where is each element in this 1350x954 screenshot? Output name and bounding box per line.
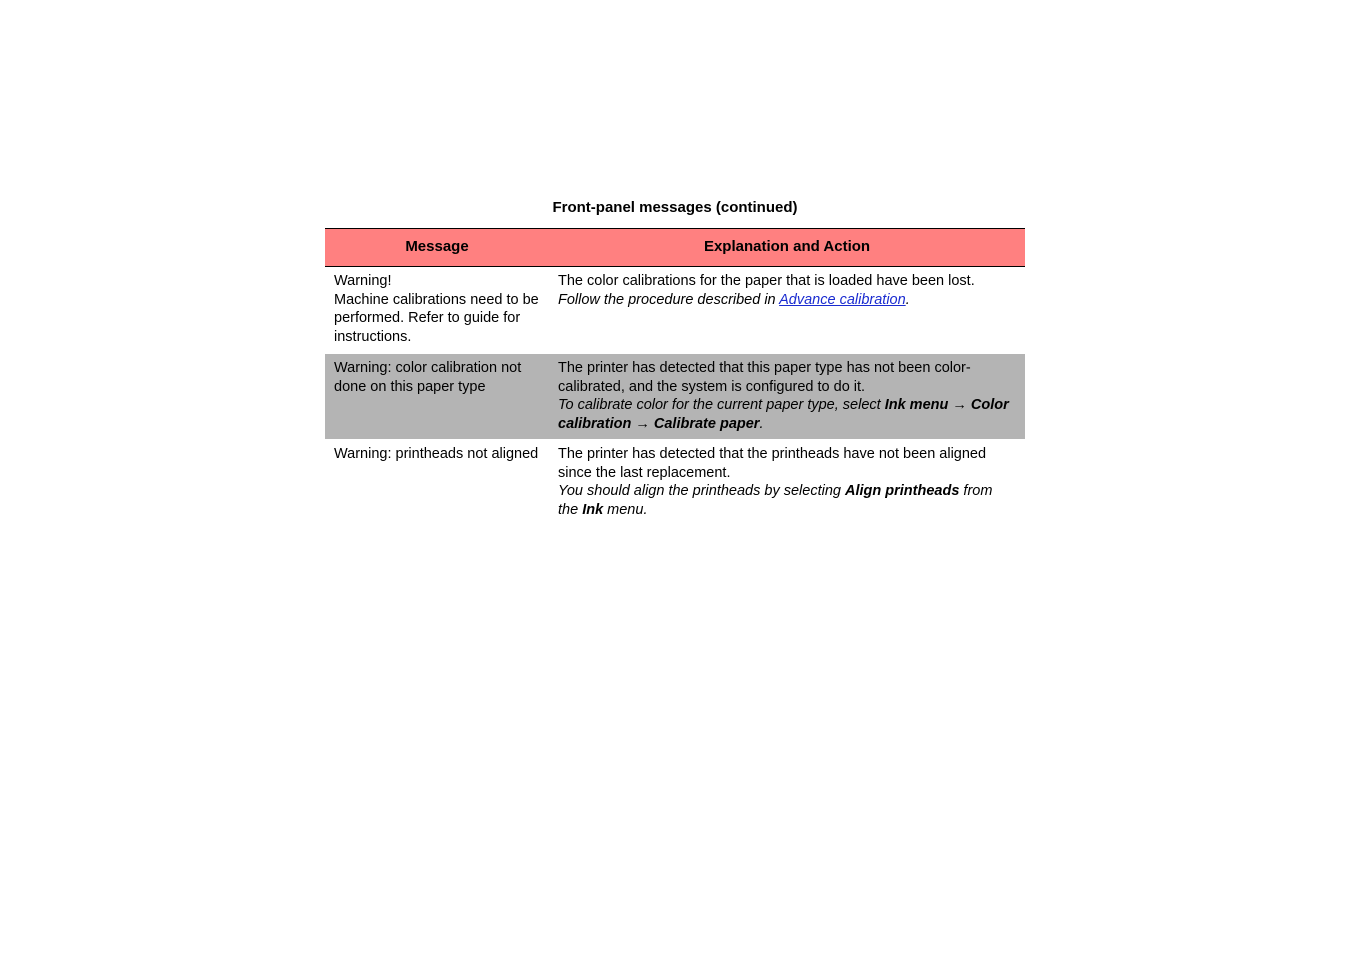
explanation-cell [549,439,1025,525]
action-suffix: . [905,291,910,308]
message-cell [325,354,549,439]
menu-calibrate-paper: Calibrate paper [653,415,760,432]
action-suffix: . [759,415,764,432]
message-text: Warning! [334,273,392,289]
table-row [325,267,1025,355]
menu-ink: Ink [582,501,604,518]
message-cell [325,267,549,355]
message-text: Warning: color calibration not done on this paper type [334,360,522,395]
action-mid: from the [558,483,993,518]
explanation-text: The printer has detected that the printheads have not been aligned since the last replacement. [558,446,987,481]
menu-align-printheads: Align printheads [844,483,960,499]
action-prefix: You should align the printheads by selecting [558,483,845,499]
table-header-row [325,229,1025,267]
action-suffix: menu. [603,501,648,518]
explanation-text: The color calibrations for the paper that is loaded have been lost. [558,273,975,289]
header-message: Message [325,229,549,267]
menu-ink: Ink menu [884,397,949,413]
explanation-cell [549,354,1025,439]
message-text: Machine calibrations need to be performed. Refer to guide for instructions. [334,291,539,345]
table-row [325,354,1025,439]
arrow-icon: → [631,415,654,432]
action-prefix: To calibrate color for the current paper type, select [558,397,885,413]
explanation-text: The printer has detected that this paper type has not been color-calibrated, and the system is configured to do it. [558,360,971,395]
advance-calibration-link[interactable]: Advance calibration [779,291,906,308]
action-text [558,482,1016,519]
table-row [325,439,1025,525]
header-explanation-action: Explanation and Action [549,229,1025,267]
menu-color-calibration: Color calibration [558,397,1009,432]
message-cell [325,439,549,525]
explanation-cell [549,267,1025,355]
arrow-icon: → [948,397,971,413]
action-prefix: Follow the procedure described in [558,291,780,308]
action-text [558,396,1016,433]
message-text: Warning: printheads not aligned [334,446,539,462]
front-panel-messages-table [325,228,1025,525]
action-text [558,291,1016,310]
table-caption: Front-panel messages (continued) [552,199,798,216]
